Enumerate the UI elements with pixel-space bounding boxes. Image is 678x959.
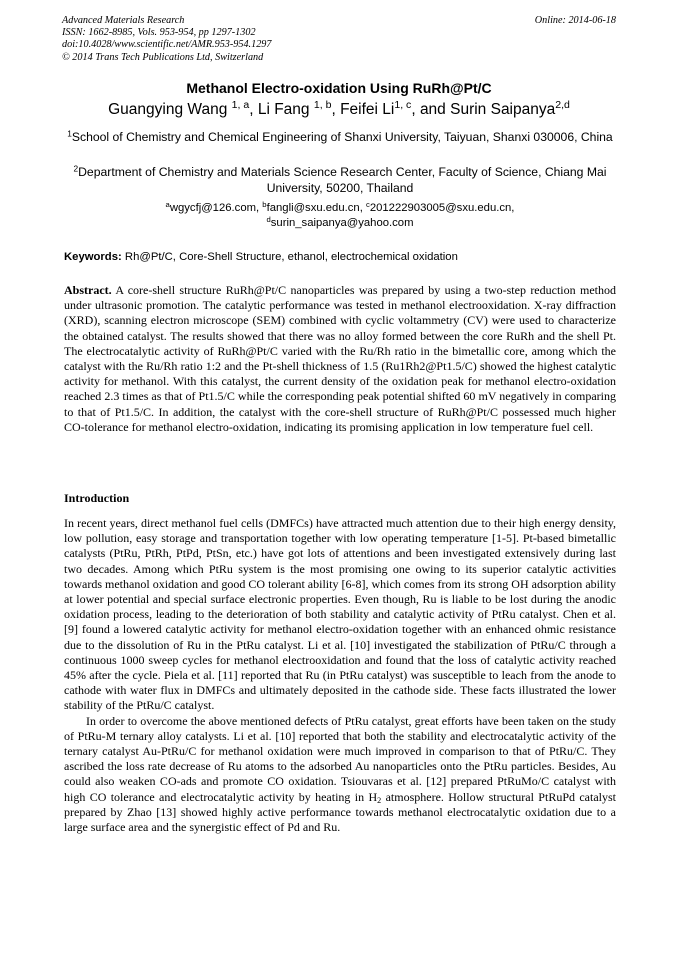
- email-mark: a: [165, 199, 170, 209]
- subscript: 2: [377, 795, 382, 805]
- affiliation-2: [64, 165, 616, 196]
- email-b[interactable]: fangli@sxu.edu.cn,: [266, 202, 366, 214]
- email-mark: c: [365, 199, 370, 209]
- author-name: Surin Saipanya: [450, 101, 556, 118]
- affiliation-number: 2: [73, 163, 79, 174]
- copyright-line: © 2014 Trans Tech Publications Ltd, Switzerland: [62, 51, 264, 63]
- author-affiliation-mark: 1, a: [231, 99, 250, 112]
- email-mark: d: [266, 214, 271, 224]
- affiliation-text: Department of Chemistry and Materials Science Research Center, Faculty of Science, Chiang Mai University, 50200, Thailand: [78, 165, 607, 195]
- paper-title: Methanol Electro-oxidation Using RuRh@Pt/C: [186, 80, 492, 96]
- author-name: Feifei Li: [340, 101, 395, 118]
- journal-header: [62, 15, 616, 64]
- keywords-line: [64, 251, 616, 263]
- author-emails: [64, 201, 616, 231]
- author-separator: ,: [249, 101, 258, 118]
- journal-name: Advanced Materials Research: [62, 15, 185, 26]
- intro-paragraph-1: In recent years, direct methanol fuel cells (DMFCs) have attracted much attention due to their high energy density, low pollution, easy storage and transportation together with low operating temperature [1-5]. Pt-based bimetallic catalysts (PtRu, PtRh, PtPd, PtSn, etc.) have got lots of attentions and been investigated extensively during last two decades. Among which PtRu system is the most promising one owing to its superior catalytic activities towards methanol oxidation and good CO tolerant ability [6-8], which comes from its strong OH adsorption ability at lower potential and special surface electronic properties. Even though, Ru is liable to be lost during the anodic oxidation process, leading to the deterioration of both stability and catalytic activity of PtRu catalyst. Chen et al. [9] found a lowered catalytic activity for methanol electro-oxidation together with an enhanced ohmic resistance due to the dissolution of Ru in the PtRu catalyst. Li et al. [10] investigated the stabilization of PtRu/C through a continuous 1000 sweep cycles for methanol electrooxidation and found that the loss of catalytic activity reached 45% after the cycle. Piela et al. [11] reported that Ru (in PtRu catalyst) was susceptible to leach from the anode to cathode with water flux in DMFCs and ultimately deposited in the cathode side. These facts illustrated the lower stability of the PtRu/C catalyst.: [64, 516, 616, 713]
- email-mark: b: [262, 199, 267, 209]
- email-a[interactable]: wgycfj@126.com,: [169, 202, 263, 214]
- intro-paragraph-2-text-cont: atmosphere. Hollow structural PtRuPd catalyst prepared by Zhao [13] showed highly active performance towards methanol electrocatalytic oxidation due to a large surface area and the synergistic effect of Pd and Ru.: [64, 789, 617, 835]
- author-affiliation-mark: 1, b: [313, 99, 332, 112]
- introduction-body: [64, 516, 616, 835]
- affiliation-number: 1: [67, 128, 72, 139]
- author-name: Guangying Wang: [108, 101, 228, 118]
- abstract-block: [64, 283, 616, 435]
- author-affiliation-mark: 1, c: [394, 99, 412, 112]
- online-date: Online: 2014-06-18: [534, 15, 616, 26]
- intro-paragraph-2: [64, 714, 616, 836]
- email-c[interactable]: 201222903005@sxu.edu.cn,: [369, 202, 515, 214]
- affiliation-1: [64, 130, 616, 146]
- author-separator: , and: [411, 101, 451, 118]
- introduction-heading: Introduction: [64, 491, 130, 505]
- author-affiliation-mark: 2,d: [555, 99, 570, 112]
- intro-paragraph-2-text: In order to overcome the above mentioned defects of PtRu catalyst, great efforts have been taken on the study of PtRu-M ternary alloy catalysts. Li et al. [10] reported that both the stability and electrocatalytic activity of the ternary catalyst Au-PtRu/C for methanol oxidation were much improved in comparison to that of PtRu/C. They ascribed the loss rate decrease of Ru atoms to the adsorbed Au nanoparticles onto the PtRu particles. Besides, Au could also weaken CO-ads and promote CO oxidation. Tsiouvaras et al. [12] prepared PtRuMo/C catalyst with high CO tolerance and electrocatalytic activity by heating in H: [64, 713, 616, 804]
- author-name: Li Fang: [257, 101, 310, 118]
- doi-line: doi:10.4028/www.scientific.net/AMR.953-954.1297: [62, 39, 272, 51]
- author-separator: ,: [331, 101, 341, 118]
- keywords-text: Rh@Pt/C, Core-Shell Structure, ethanol, electrochemical oxidation: [124, 251, 458, 263]
- keywords-label: Keywords:: [64, 251, 122, 263]
- affiliation-text: School of Chemistry and Chemical Engineering of Shanxi University, Taiyuan, Shanxi 030006, China: [71, 130, 613, 144]
- author-list: [30, 101, 648, 119]
- abstract-text: A core-shell structure RuRh@Pt/C nanoparticles was prepared by using a two-step reduction method under ultrasonic promotion. The catalytic performance was tested in methanol electrooxidation. X-ray diffraction (XRD), scanning electron microscope (SEM) combined with cyclic voltammetry (CV) were used to characterize the obtained catalyst. The results showed that there was no alloy formed between the core RuRh and the shell Pt. The electrocatalytic activity of RuRh@Pt/C varied with the Ru/Rh ratio in the bimetallic core, among which the catalyst with the Ru/Rh ratio 1:2 and the Pt-shell thickness of 1.5 (Ru1Rh2@Pt1.5/C) showed the highest catalytic activity for methanol. With this catalyst, the current density of the oxidation peak for methanol electro-oxidation reached 2.3 times as that of Pt1.5/C while the corresponding peak potential shifted 60 mV negatively in comparing to that of Pt1.5/C. In addition, the catalyst with the core-shell structure of RuRh@Pt/C possessed much higher CO-tolerance for methanol electro-oxidation, indicating its promising application in low temperature fuel cell.: [64, 283, 616, 434]
- abstract-label: Abstract.: [64, 283, 112, 297]
- email-d[interactable]: surin_saipanya@yahoo.com: [270, 217, 414, 229]
- issn-line: ISSN: 1662-8985, Vols. 953-954, pp 1297-1302: [62, 27, 256, 39]
